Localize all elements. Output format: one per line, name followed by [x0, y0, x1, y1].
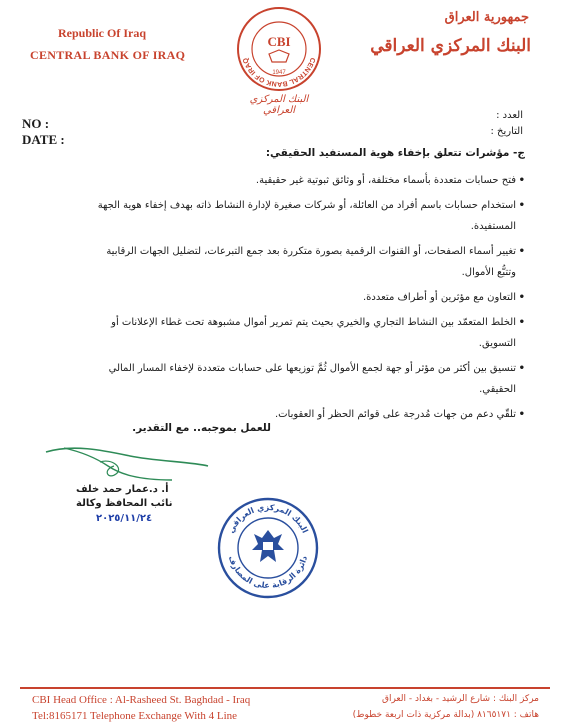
signer-name: أ. د.عمار حمد خلف [76, 484, 169, 495]
footer-arabic-phone: هاتف : ٨١٦٥١٧١ (بدالة مركزية ذات اربعة خطوط) [352, 710, 539, 720]
logo-ring-text: CENTRAL BANK OF IRAQ [242, 56, 316, 88]
list-item: • استخدام حسابات باسم أفراد من العائلة، أو شركات صغيرة لإدارة النشاط ذاته بهدف إخفاء هوية الجهة المستفيدة. [85, 195, 525, 237]
reference-number-label-arabic: العدد : [496, 110, 523, 121]
footer-arabic-address: مركز البنك : شارع الرشيد - بغداد - العراق [381, 694, 539, 704]
list-item: • فتح حسابات متعددة بأسماء مختلفة، أو وثائق ثبوتية غير حقيقية. [85, 170, 525, 191]
indicator-list [85, 170, 525, 429]
department-stamp [216, 496, 320, 600]
logo-year: 1947 [272, 70, 286, 76]
cbi-logo-seal [236, 6, 322, 92]
handwritten-signature [42, 440, 212, 490]
list-item: • تنسيق بين أكثر من مؤثر أو جهة لجمع الأموال ثُمَّ توزيعها على حسابات متعددة لإخفاء المسار المالي الحقيقي. [85, 358, 525, 400]
footer-divider [20, 687, 550, 689]
header-english-bank-name: CENTRAL BANK OF IRAQ [30, 48, 186, 62]
stamp-bottom-text: دائرة الرقابة على المصارف [226, 554, 309, 591]
closing-line: للعمل بموجبه.. مع التقدير. [132, 422, 271, 434]
date-label-arabic: التاريخ : [490, 126, 523, 137]
list-item: • تلقّي دعم من جهات مُدرجة على قوائم الحظر أو العقوبات. [85, 404, 525, 425]
list-item: • التعاون مع مؤثرين أو أطراف متعددة. [85, 287, 525, 308]
logo-monogram: CBI [267, 34, 291, 49]
signed-date: ٢٠٢٥/١١/٢٤ [96, 513, 153, 524]
signer-title: نائب المحافظ وكالة [76, 498, 173, 509]
section-heading: ج- مؤشرات تتعلق بإخفاء هوية المستفيد الحقيقي: [265, 147, 525, 159]
footer-english-phone: Tel:8165171 Telephone Exchange With 4 Line [32, 710, 238, 722]
stamp-top-text: البنك المركزي العراقي [226, 502, 310, 535]
eagle-emblem-icon [252, 530, 284, 562]
list-item: • تغيير أسماء الصفحات، أو القنوات الرقمية بصورة متكررة بعد جمع التبرعات، لتضليل الجهات الرقابية وتتبُّع الأموال. [85, 241, 525, 283]
svg-text:دائرة الرقابة على المصارف [227, 555, 309, 590]
header-calligraphy: البنك المركزي العراقي [249, 94, 309, 116]
footer-english-address: CBI Head Office : Al-Rasheed St. Baghdad - Iraq [32, 694, 251, 706]
header-arabic-bank-name: البنك المركزي العراقي [370, 36, 531, 56]
reference-number-label: NO : [22, 116, 50, 131]
list-item: • الخلط المتعمّد بين النشاط التجاري والخيري بحيث يتم تمرير أموال مشبوهة تحت غطاء الإعلانات أو التسويق. [85, 312, 525, 354]
header-arabic-republic: جمهورية العراق [444, 10, 529, 25]
date-label: DATE : [22, 132, 65, 147]
header-english-republic: Republic Of Iraq [58, 26, 147, 40]
